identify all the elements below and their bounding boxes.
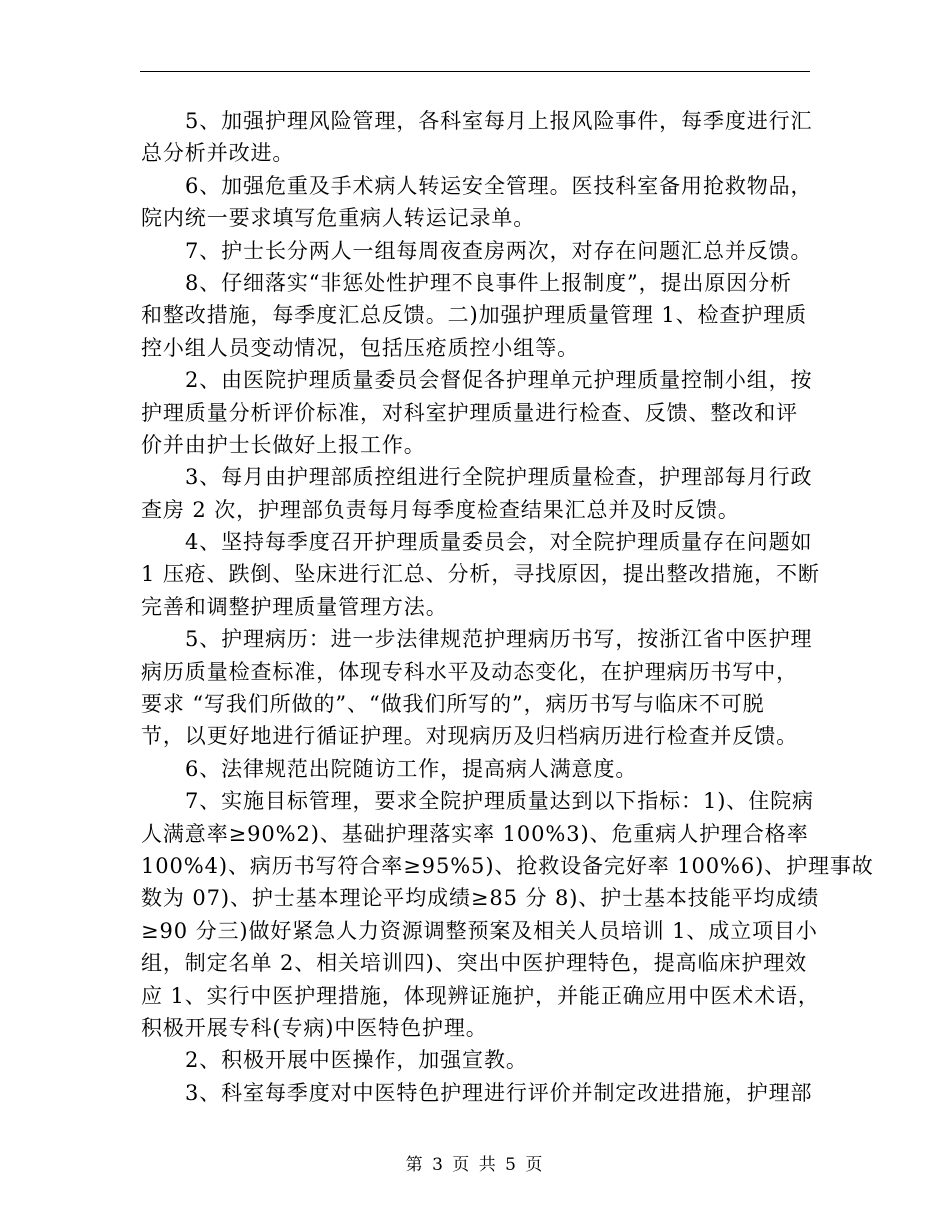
- paragraph-line: 病历质量检查标准，体现专科水平及动态变化，在护理病历书写中，: [141, 659, 798, 684]
- page-number-footer: 第 3 页 共 5 页: [405, 1155, 545, 1175]
- paragraph-line: 5、加强护理风险管理，各科室每月上报风险事件，每季度进行汇: [185, 109, 813, 133]
- paragraph-line: 应 1、实行中医护理措施，体现辨证施护，并能正确应用中医术术语，: [141, 983, 820, 1008]
- paragraph-line: 数为 07)、护士基本理论平均成绩≥85 分 8)、护士基本技能平均成绩: [141, 886, 820, 911]
- paragraph-line: 8、仔细落实“非惩处性护理不良事件上报制度”，提出原因分析: [185, 270, 792, 295]
- paragraph-line: 和整改措施，每季度汇总反馈。二)加强护理质量管理 1、检查护理质: [141, 303, 808, 328]
- paragraph-line: ≥90 分三)做好紧急人力资源调整预案及相关人员培训 1、成立项目小: [141, 918, 818, 943]
- paragraph-line: 6、法律规范出院随访工作，提高病人满意度。: [185, 756, 638, 781]
- paragraph-2: [141, 170, 811, 235]
- paragraph-line: 2、积极开展中医操作，加强宣教。: [185, 1048, 528, 1073]
- paragraph-line: 控小组人员变动情况，包括压疮质控小组等。: [141, 335, 579, 360]
- paragraph-line: 完善和调整护理质量管理方法。: [141, 594, 448, 619]
- paragraph-6: [141, 461, 811, 526]
- paragraph-line: 要求 “写我们所做的”、“做我们所写的”，病历书写与临床不可脱: [141, 692, 765, 717]
- paragraph-5: [141, 364, 811, 461]
- paragraph-line: 组，制定名单 2、相关培训四)、突出中医护理特色，提高临床护理效: [141, 951, 808, 976]
- paragraph-3: [141, 235, 811, 267]
- paragraph-12: [141, 1077, 811, 1109]
- paragraph-8: [141, 623, 811, 753]
- paragraph-line: 7、实施目标管理，要求全院护理质量达到以下指标：1)、住院病: [185, 789, 814, 814]
- paragraph-line: 节，以更好地进行循证护理。对现病历及归档病历进行检查并反馈。: [141, 724, 798, 749]
- paragraph-line: 价并由护士长做好上报工作。: [141, 432, 426, 457]
- paragraph-line: 100%4)、病历书写符合率≥95%5)、抢救设备完好率 100%6)、护理事故: [141, 853, 874, 878]
- header-rule: [140, 71, 810, 72]
- document-body: [141, 105, 874, 1109]
- paragraph-1: [141, 105, 811, 170]
- paragraph-line: 1 压疮、跌倒、坠床进行汇总、分析，寻找原因，提出整改措施，不断: [141, 562, 820, 587]
- paragraph-line: 5、护理病历：进一步法律规范护理病历书写，按浙江省中医护理: [185, 627, 813, 652]
- paragraph-11: [141, 1044, 811, 1076]
- paragraph-line: 护理质量分析评价标准，对科室护理质量进行检查、反馈、整改和评: [141, 400, 798, 425]
- paragraph-line: 积极开展专科(专病)中医特色护理。: [141, 1015, 488, 1040]
- paragraph-line: 6、加强危重及手术病人转运安全管理。医技科室备用抢救物品，: [185, 173, 813, 198]
- paragraph-line: 4、坚持每季度召开护理质量委员会，对全院护理质量存在问题如: [185, 530, 813, 555]
- paragraph-7: [141, 526, 820, 623]
- paragraph-9: [141, 753, 811, 785]
- paragraph-line: 7、护士长分两人一组每周夜查房两次，对存在问题汇总并反馈。: [185, 238, 813, 263]
- paragraph-line: 2、由医院护理质量委员会督促各护理单元护理质量控制小组，按: [185, 368, 813, 393]
- paragraph-line: 3、科室每季度对中医特色护理进行评价并制定改进措施，护理部: [185, 1080, 813, 1105]
- paragraph-line: 院内统一要求填写危重病人转运记录单。: [141, 206, 536, 231]
- paragraph-line: 3、每月由护理部质控组进行全院护理质量检查，护理部每月行政: [185, 465, 813, 490]
- paragraph-line: 总分析并改进。: [141, 141, 295, 166]
- paragraph-4: [141, 267, 811, 364]
- paragraph-10: [141, 785, 874, 1044]
- paragraph-line: 人满意率≥90%2)、基础护理落实率 100%3)、危重病人护理合格率: [141, 821, 809, 846]
- paragraph-line: 查房 2 次，护理部负责每月每季度检查结果汇总并及时反馈。: [141, 497, 740, 522]
